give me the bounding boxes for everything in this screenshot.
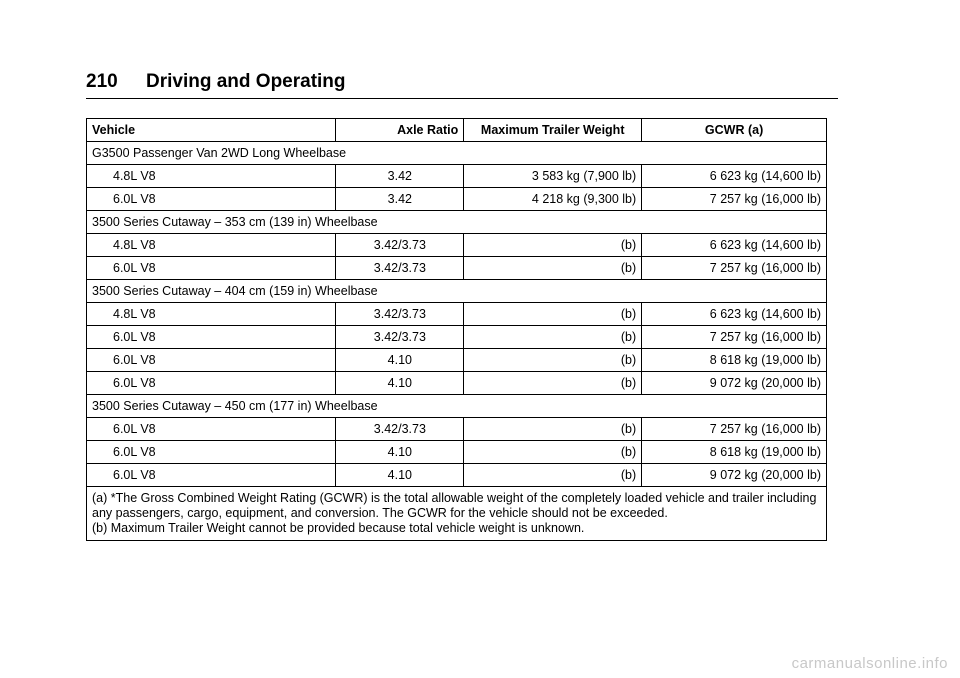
- table-group-row: [87, 280, 827, 303]
- column-header-gcwr: GCWR (a): [642, 119, 827, 142]
- table-row: [87, 188, 827, 211]
- cell-max-trailer-weight: (b): [464, 372, 642, 395]
- cell-vehicle: 6.0L V8: [87, 257, 336, 280]
- cell-vehicle: 6.0L V8: [87, 188, 336, 211]
- table-group-row: [87, 142, 827, 165]
- group-title: 3500 Series Cutaway – 404 cm (159 in) Wheelbase: [87, 280, 827, 303]
- cell-vehicle: 6.0L V8: [87, 464, 336, 487]
- watermark: carmanualsonline.info: [791, 655, 948, 672]
- cell-axle-ratio: 3.42/3.73: [336, 418, 464, 441]
- column-header-axle-ratio: Axle Ratio: [336, 119, 464, 142]
- cell-axle-ratio: 4.10: [336, 349, 464, 372]
- cell-vehicle: 6.0L V8: [87, 418, 336, 441]
- cell-gcwr: 6 623 kg (14,600 lb): [642, 234, 827, 257]
- table-row: [87, 441, 827, 464]
- cell-vehicle: 4.8L V8: [87, 303, 336, 326]
- cell-gcwr: 8 618 kg (19,000 lb): [642, 349, 827, 372]
- table-group-row: [87, 395, 827, 418]
- group-title: 3500 Series Cutaway – 450 cm (177 in) Wheelbase: [87, 395, 827, 418]
- cell-max-trailer-weight: 3 583 kg (7,900 lb): [464, 165, 642, 188]
- cell-gcwr: 9 072 kg (20,000 lb): [642, 372, 827, 395]
- table-row: [87, 234, 827, 257]
- table-row: [87, 349, 827, 372]
- cell-max-trailer-weight: (b): [464, 326, 642, 349]
- table-row: [87, 326, 827, 349]
- cell-max-trailer-weight: (b): [464, 464, 642, 487]
- cell-axle-ratio: 3.42: [336, 188, 464, 211]
- footnote: (b) Maximum Trailer Weight cannot be provided because total vehicle weight is unknown.: [92, 521, 585, 535]
- cell-gcwr: 7 257 kg (16,000 lb): [642, 326, 827, 349]
- table-row: [87, 165, 827, 188]
- table-header-row: [87, 119, 827, 142]
- cell-max-trailer-weight: 4 218 kg (9,300 lb): [464, 188, 642, 211]
- page-number: 210: [86, 71, 118, 92]
- cell-max-trailer-weight: (b): [464, 349, 642, 372]
- cell-max-trailer-weight: (b): [464, 303, 642, 326]
- cell-vehicle: 6.0L V8: [87, 441, 336, 464]
- cell-max-trailer-weight: (b): [464, 234, 642, 257]
- cell-axle-ratio: 3.42/3.73: [336, 234, 464, 257]
- group-title: G3500 Passenger Van 2WD Long Wheelbase: [87, 142, 827, 165]
- cell-axle-ratio: 4.10: [336, 372, 464, 395]
- cell-vehicle: 6.0L V8: [87, 326, 336, 349]
- column-header-vehicle: Vehicle: [87, 119, 336, 142]
- table-group-row: [87, 211, 827, 234]
- cell-vehicle: 4.8L V8: [87, 165, 336, 188]
- cell-vehicle: 4.8L V8: [87, 234, 336, 257]
- cell-axle-ratio: 4.10: [336, 464, 464, 487]
- cell-axle-ratio: 3.42/3.73: [336, 326, 464, 349]
- cell-max-trailer-weight: (b): [464, 418, 642, 441]
- cell-max-trailer-weight: (b): [464, 441, 642, 464]
- table-row: [87, 372, 827, 395]
- table-row: [87, 257, 827, 280]
- cell-axle-ratio: 3.42/3.73: [336, 257, 464, 280]
- cell-vehicle: 6.0L V8: [87, 372, 336, 395]
- table-row: [87, 303, 827, 326]
- page-header: [86, 70, 838, 99]
- cell-max-trailer-weight: (b): [464, 257, 642, 280]
- column-header-max-trailer-weight: Maximum Trailer Weight: [464, 119, 642, 142]
- cell-gcwr: 7 257 kg (16,000 lb): [642, 188, 827, 211]
- cell-gcwr: 7 257 kg (16,000 lb): [642, 257, 827, 280]
- table-notes-row: [87, 487, 827, 541]
- cell-gcwr: 6 623 kg (14,600 lb): [642, 165, 827, 188]
- cell-gcwr: 6 623 kg (14,600 lb): [642, 303, 827, 326]
- table-body: [87, 142, 827, 541]
- trailer-weight-table: [86, 118, 827, 541]
- cell-axle-ratio: 3.42: [336, 165, 464, 188]
- cell-gcwr: 7 257 kg (16,000 lb): [642, 418, 827, 441]
- cell-axle-ratio: 4.10: [336, 441, 464, 464]
- table-notes: [87, 487, 827, 541]
- section-title: Driving and Operating: [146, 71, 346, 92]
- footnote: (a) *The Gross Combined Weight Rating (GCWR) is the total allowable weight of the completely loaded vehicle and trailer including any passengers, cargo, equipment, and conversion. The GCWR for the vehicle should not be exceeded.: [92, 491, 817, 520]
- cell-gcwr: 9 072 kg (20,000 lb): [642, 464, 827, 487]
- cell-vehicle: 6.0L V8: [87, 349, 336, 372]
- table-row: [87, 464, 827, 487]
- cell-gcwr: 8 618 kg (19,000 lb): [642, 441, 827, 464]
- table-row: [87, 418, 827, 441]
- group-title: 3500 Series Cutaway – 353 cm (139 in) Wheelbase: [87, 211, 827, 234]
- cell-axle-ratio: 3.42/3.73: [336, 303, 464, 326]
